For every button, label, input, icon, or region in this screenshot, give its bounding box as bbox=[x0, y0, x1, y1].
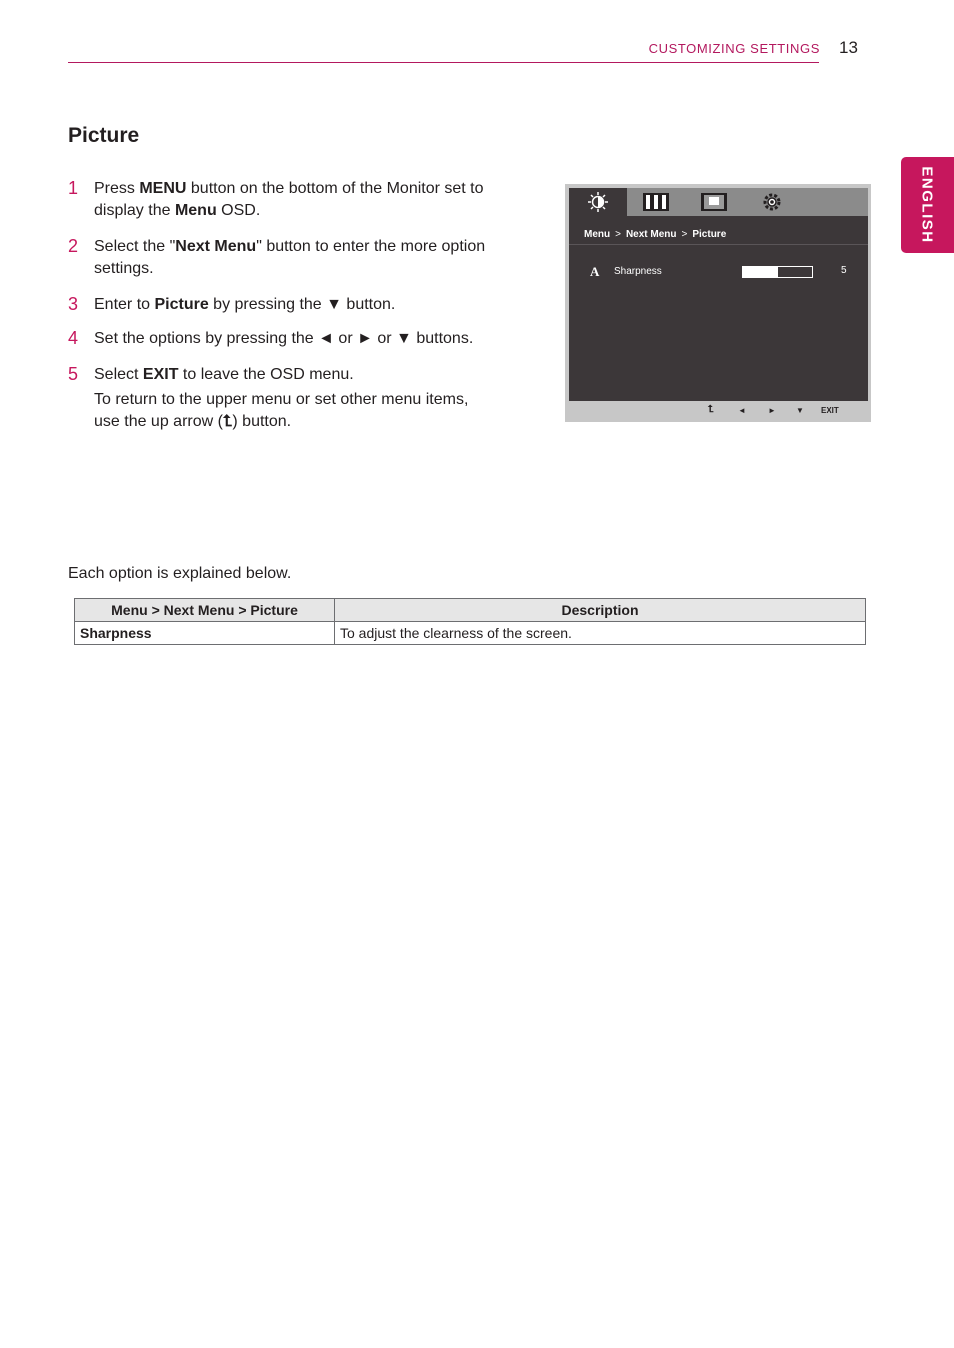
up-arrow-icon[interactable]: ⮤ bbox=[708, 404, 714, 415]
table-header-row bbox=[75, 599, 866, 622]
right-arrow-icon[interactable]: ► bbox=[768, 406, 776, 415]
color-bars-icon bbox=[643, 193, 669, 211]
osd-breadcrumb-menu: Menu bbox=[584, 229, 611, 240]
left-arrow-icon[interactable]: ◄ bbox=[738, 406, 746, 415]
step-4 bbox=[68, 328, 498, 350]
options-table bbox=[74, 598, 866, 645]
osd-tab-brightness[interactable] bbox=[569, 188, 627, 216]
osd-breadcrumb bbox=[584, 229, 726, 240]
brightness-icon bbox=[587, 191, 609, 213]
step-1 bbox=[68, 178, 498, 222]
osd-tab-spacer bbox=[801, 188, 868, 216]
step-5 bbox=[68, 364, 498, 433]
osd-breadcrumb-picture: Picture bbox=[692, 229, 727, 240]
table-header-description: Description bbox=[335, 599, 866, 622]
osd-button-bar bbox=[565, 401, 871, 422]
osd-breadcrumb-sep: > bbox=[615, 229, 621, 240]
osd-tab-bar bbox=[569, 188, 868, 216]
osd-breadcrumb-next-menu: Next Menu bbox=[625, 229, 677, 240]
sharpness-letter-icon: A bbox=[590, 264, 600, 279]
exit-button[interactable]: EXIT bbox=[821, 406, 839, 415]
step-text: Select EXIT to leave the OSD menu. bbox=[94, 366, 354, 383]
step-text: Set the options by pressing the ◄ or ► or ▼ buttons. bbox=[94, 330, 474, 347]
header-rule bbox=[68, 62, 819, 63]
osd-tab-settings[interactable] bbox=[743, 188, 801, 216]
picture-icon bbox=[701, 193, 727, 211]
step-number: 3 bbox=[68, 294, 79, 314]
osd-panel bbox=[569, 188, 868, 401]
osd-screen bbox=[565, 184, 871, 422]
down-arrow-icon[interactable]: ▼ bbox=[796, 406, 804, 415]
settings-icon bbox=[761, 191, 783, 213]
header-section-title: CUSTOMIZING SETTINGS bbox=[648, 41, 820, 56]
step-text: Enter to Picture by pressing the ▼ button. bbox=[94, 296, 396, 313]
step-2 bbox=[68, 236, 498, 280]
sharpness-slider-fill bbox=[743, 267, 778, 277]
language-tab-label: ENGLISH bbox=[918, 166, 936, 244]
options-intro: Each option is explained below. bbox=[68, 565, 292, 582]
table-row bbox=[75, 622, 866, 645]
step-number: 4 bbox=[68, 328, 79, 348]
table-cell-option: Sharpness bbox=[75, 622, 335, 645]
steps-list bbox=[68, 178, 498, 433]
up-arrow-icon: ⮤ bbox=[222, 413, 233, 430]
step-number: 5 bbox=[68, 364, 79, 384]
table-header-menu: Menu > Next Menu > Picture bbox=[75, 599, 335, 622]
step-3 bbox=[68, 294, 498, 316]
page-number: 13 bbox=[839, 38, 858, 57]
osd-option-value: 5 bbox=[841, 265, 847, 276]
step-5-note: To return to the upper menu or set other menu items, use the up arrow (⮤) button. bbox=[94, 391, 469, 430]
sharpness-slider[interactable] bbox=[742, 266, 813, 278]
osd-option-label: Sharpness bbox=[614, 266, 662, 277]
osd-breadcrumb-sep: > bbox=[681, 229, 688, 240]
step-text: Select the "Next Menu" button to enter the more option settings. bbox=[94, 238, 486, 277]
table-cell-description: To adjust the clearness of the screen. bbox=[335, 622, 866, 645]
osd-divider bbox=[569, 244, 868, 245]
language-tab bbox=[901, 157, 954, 253]
section-title: Picture bbox=[68, 124, 140, 147]
osd-tab-picture[interactable] bbox=[685, 188, 743, 216]
step-text: Press MENU button on the bottom of the Monitor set to display the Menu OSD. bbox=[94, 180, 484, 219]
osd-tab-color[interactable] bbox=[627, 188, 685, 216]
step-number: 1 bbox=[68, 178, 79, 198]
step-number: 2 bbox=[68, 236, 79, 256]
